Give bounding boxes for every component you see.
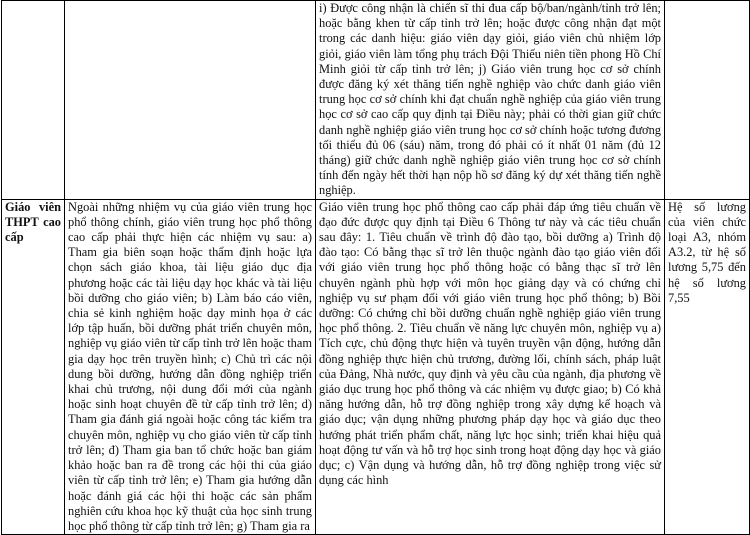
standards-continued-text: i) Được công nhận là chiến sĩ thi đua cấp bộ/ban/ngành/tỉnh trở lên; hoặc bằng khen từ cấp tỉnh trở lên; hoặc được công nhận đạt một trong các danh hiệu: giáo viên dạy giỏi, giáo viên chủ nhiệm lớp giỏi, giáo viên làm tổng phụ trách Đội Thiếu niên tiền phong Hồ Chí Minh giỏi từ cấp tỉnh trở lên; j) Giáo viên trung học cơ sở chính được đăng ký xét thăng tiến nghề nghiệp vào chức danh giáo viên trung học cơ sở chính khi đạt chuẩn nghề nghiệp của giáo viên trung học cơ sở cao cấp quy định tại Điều này; phải có thời gian giữ chức danh nghề nghiệp giáo viên trung học cơ sở chính hoặc tương đương tối thiểu đủ 06 (sáu) năm, trong đó phải có ít nhất 01 năm (đủ 12 tháng) giữ chức danh nghề nghiệp giáo viên trung học cơ sở chính tính đến ngày hết thời hạn nộp hồ sơ đăng ký dự xét thăng tiến nghề nghiệp. xyxy=(319,1,661,198)
standards-text: Giáo viên trung học phổ thông cao cấp phải đáp ứng tiêu chuẩn về đạo đức được quy định tại Điều 6 Thông tư này và các tiêu chuẩn sau đây: 1. Tiêu chuẩn về trình độ đào tạo, bồi dưỡng a) Trình độ đào tạo: Có bằng thạc sĩ trở lên thuộc ngành đào tạo giáo viên đối với giáo viên trung học phổ thông hoặc có bằng thạc sĩ trở lên chuyên ngành phù hợp với môn học giảng dạy và có chứng chỉ nghiệp vụ sư phạm đối với giáo viên trung học phổ thông; b) Bồi dưỡng: Có chứng chỉ bồi dưỡng chuẩn nghề nghiệp giáo viên trung học phổ thông. 2. Tiêu chuẩn về năng lực chuyên môn, nghiệp vụ a) Tích cực, chủ động thực hiện và tuyên truyền vận động, hướng dẫn đồng nghiệp thực hiện chủ trương, đường lối, chính sách, pháp luật của Đảng, Nhà nước, quy định và yêu cầu của ngành, địa phương về giáo dục trung học phổ thông và các nhiệm vụ được giao; b) Có khả năng hướng dẫn, hỗ trợ đồng nghiệp trong xây dựng kế hoạch và giáo dục; vận dụng những phương pháp dạy học và giáo dục theo hướng phát triển phẩm chất, năng lực học sinh; triển khai hiệu quả hoạt động tư vấn và hỗ trợ học sinh trong hoạt động dạy học và giáo dục; c) Vận dụng và hướng dẫn, hỗ trợ đồng nghiệp trong việc sử dụng các hình xyxy=(319,199,661,488)
regulation-table xyxy=(1,0,750,535)
table-row xyxy=(2,1,750,200)
cell-standards xyxy=(316,199,665,534)
position-title-text: Giáo viên THPT cao cấp xyxy=(5,199,61,245)
cell-empty-title xyxy=(2,1,65,200)
cell-position-title xyxy=(2,199,65,534)
table-row xyxy=(2,199,750,534)
cell-empty-duties xyxy=(65,1,316,200)
cell-standards-continued xyxy=(316,1,665,200)
cell-duties xyxy=(65,199,316,534)
cell-salary xyxy=(665,199,750,534)
salary-text: Hệ số lương của viên chức loại A3, nhóm A3.2, từ hệ số lương 5,75 đến hệ số lương 7,55 xyxy=(668,199,746,305)
cell-empty-salary xyxy=(665,1,750,200)
duties-text: Ngoài những nhiệm vụ của giáo viên trung học phổ thông chính, giáo viên trung học phổ thông cao cấp phải thực hiện các nhiệm vụ sau: a) Tham gia biên soạn hoặc thẩm định hoặc lựa chọn sách giáo khoa, tài liệu giáo dục địa phương hoặc các tài liệu dạy học khác và tài liệu bồi dưỡng cho giáo viên; b) Làm báo cáo viên, chia sẻ kinh nghiệm hoặc dạy minh họa ở các lớp tập huấn, bồi dưỡng phát triển chuyên môn, nghiệp vụ giáo viên từ cấp tỉnh trở lên hoặc tham gia dạy học trên truyền hình; c) Chủ trì các nội dung bồi dưỡng, hướng dẫn đồng nghiệp triển khai chủ trương, nội dung đổi mới của ngành hoặc sinh hoạt chuyên đề từ cấp tỉnh trở lên; d) Tham gia đánh giá ngoài hoặc công tác kiểm tra chuyên môn, nghiệp vụ cho giáo viên từ cấp tỉnh trở lên; đ) Tham gia ban tổ chức hoặc ban giám khảo hoặc ban ra đề trong các hội thi của giáo viên từ cấp tỉnh trở lên; e) Tham gia hướng dẫn hoặc đánh giá các hội thi hoặc các sản phẩm nghiên cứu khoa học kỹ thuật của học sinh trung học phổ thông từ cấp tỉnh trở lên; g) Tham gia ra xyxy=(68,199,312,533)
